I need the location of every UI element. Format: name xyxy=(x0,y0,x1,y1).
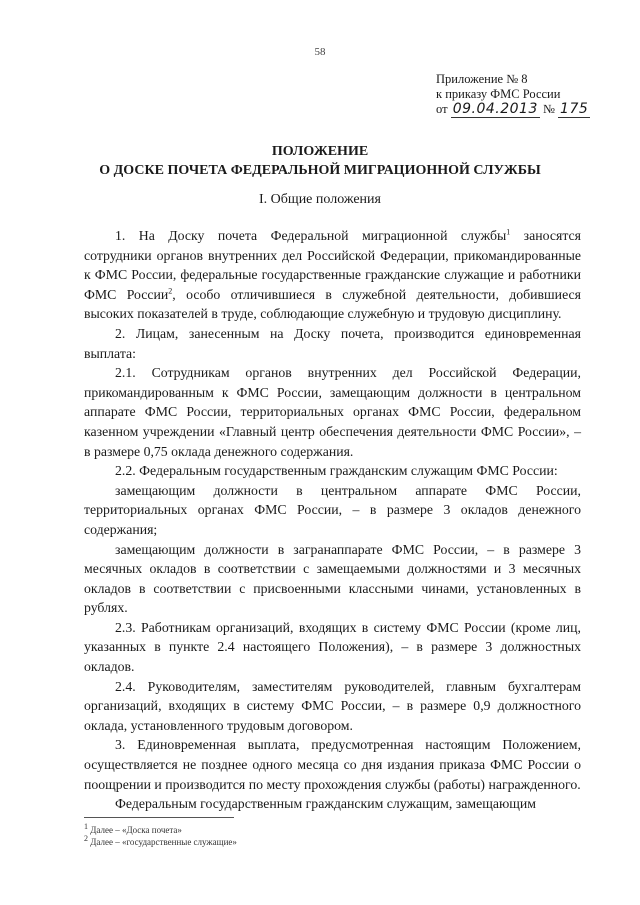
appendix-line-3 xyxy=(436,102,590,117)
footnote-divider xyxy=(84,817,234,818)
footnote-ref-1: 1 xyxy=(506,227,511,237)
appendix-line-2: к приказу ФМС России xyxy=(436,87,561,101)
paragraph-2-1: 2.1. Сотрудникам органов внутренних дел Российской Федерации, прикомандированным к ФМС России, замещающим должности в центральном аппарате ФМС России, территориальных органах ФМС России, федеральном казенном учреждении «Главный центр обеспечения деятельности ФМС России», – в размере 0,75 оклада денежного содержания. xyxy=(84,365,581,459)
footnote-1: $^1$ Далее – «Доска почета» xyxy=(84,822,182,835)
footnotes xyxy=(84,824,237,848)
appendix-line-1: Приложение № 8 xyxy=(436,72,528,86)
page-number: 58 xyxy=(314,46,326,58)
paragraph-2-2-b: замещающим должности в загранаппарате ФМС России, – в размере 3 месячных окладов в соответствии с замещаемыми должностями и 3 месячных окладов в соответствии с присвоенными классными чинами, установленных в рублях. xyxy=(84,541,581,616)
paragraph-2: 2. Лицам, занесенным на Доску почета, производится единовременная выплата: xyxy=(84,325,581,361)
order-number: 175 xyxy=(560,101,589,117)
appendix-block xyxy=(436,72,590,117)
document-body xyxy=(84,226,581,814)
document-title xyxy=(0,142,640,180)
section-heading: I. Общие положения xyxy=(259,192,381,207)
paragraph-2-2-a: замещающим должности в центральном аппарате ФМС России, территориальных органах ФМС России, – в размере 3 окладов денежного содержания; xyxy=(84,482,581,537)
footnote-2: $^2$ Далее – «государственные служащие» xyxy=(84,834,237,847)
paragraph-1: 1. На Доску почета Федеральной миграционной службы$^1$ заносятся сотрудники органов внутренних дел Российской Федерации, прикомандированные к ФМС России, федеральные государственные гражданские служащие и работники ФМС России$^2$, особо отличившиеся в служебной деятельности, добившиеся высоких показателей в труде, соблюдающие служебную и трудовую дисциплину. xyxy=(84,227,582,322)
number-label: № xyxy=(542,102,555,116)
paragraph-2-2: 2.2. Федеральным государственным гражданским служащим ФМС России: xyxy=(115,463,558,479)
paragraph-2-3: 2.3. Работникам организаций, входящих в систему ФМС России (кроме лиц, указанных в пункте 2.4 настоящего Положения), – в размере 3 должностных окладов. xyxy=(84,619,581,675)
order-date: 09.04.2013 xyxy=(452,101,538,117)
title-line-1: ПОЛОЖЕНИЕ xyxy=(271,144,369,159)
from-label: от xyxy=(436,102,448,116)
footnote-ref-2: 2 xyxy=(168,286,173,296)
paragraph-2-4: 2.4. Руководителям, заместителям руководителей, главным бухгалтерам организаций, входящих в систему ФМС России, – в размере 0,9 должностного оклада, установленного трудовым договором. xyxy=(84,678,581,733)
title-line-2: О ДОСКЕ ПОЧЕТА ФЕДЕРАЛЬНОЙ МИГРАЦИОННОЙ СЛУЖБЫ xyxy=(99,163,541,178)
paragraph-3: 3. Единовременная выплата, предусмотренная настоящим Положением, осуществляется не позднее одного месяца со дня издания приказа ФМС России о поощрении и производится по месту прохождения службы (работы) награжденного. xyxy=(84,737,581,792)
paragraph-4: Федеральным государственным гражданским служащим, замещающим xyxy=(115,796,537,812)
